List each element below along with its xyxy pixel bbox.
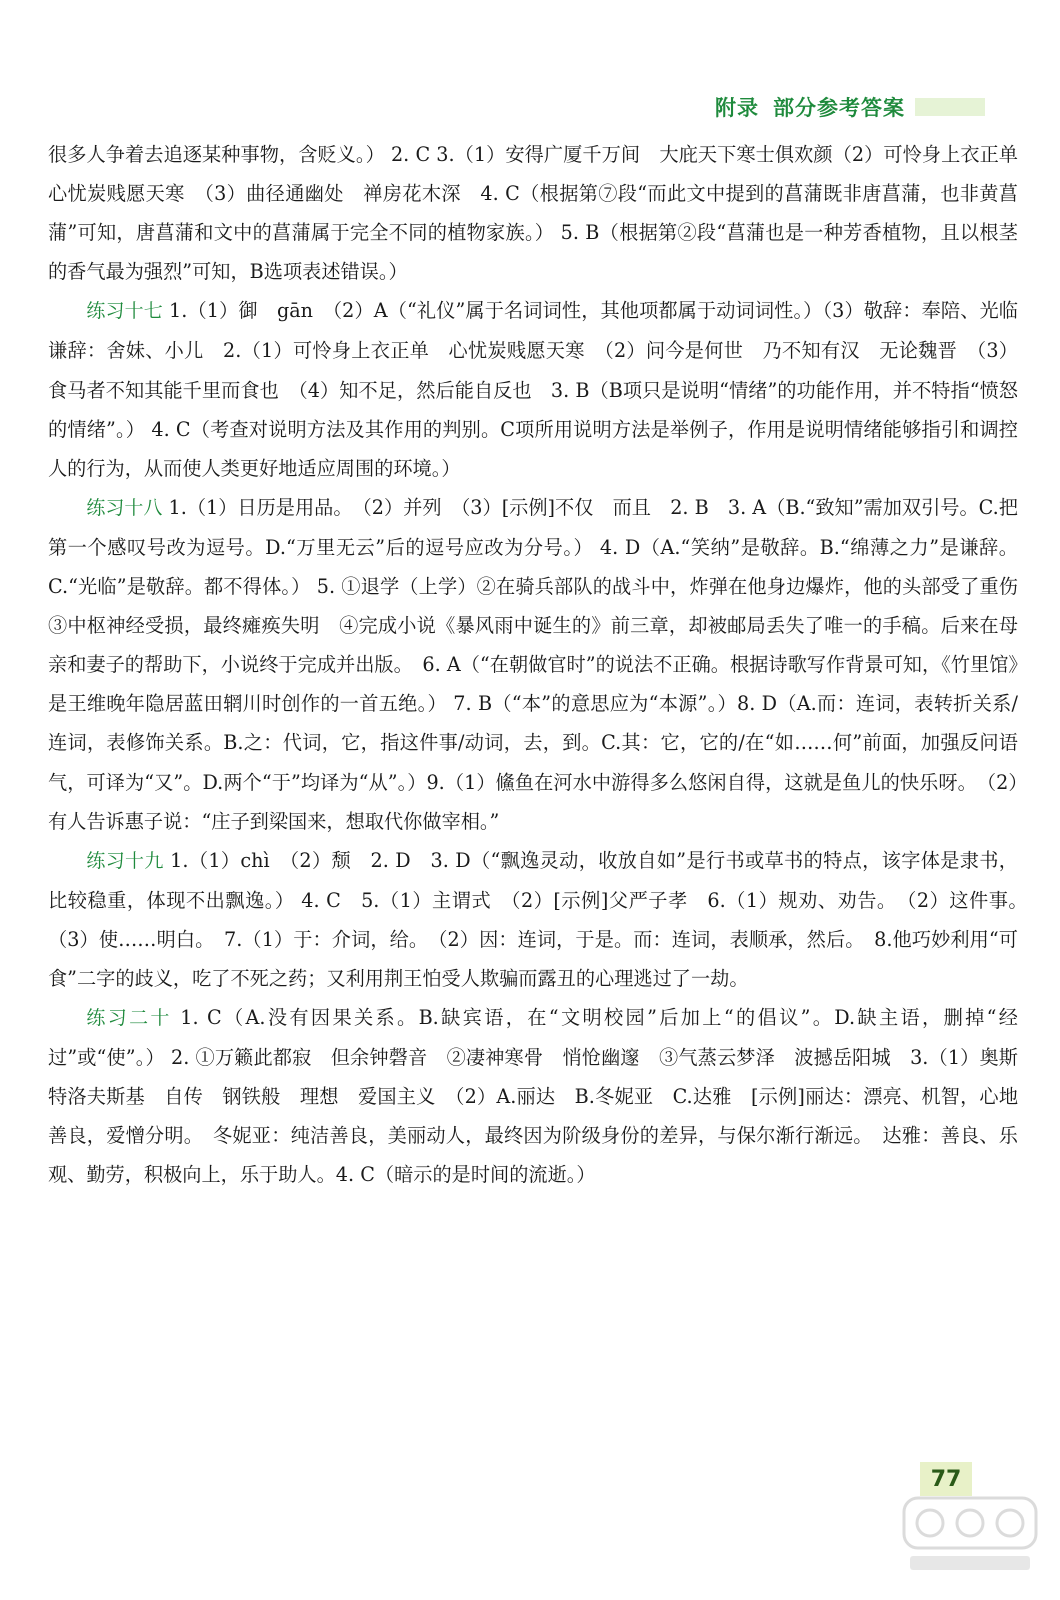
paragraph-continued: [48, 135, 1038, 291]
watermark-logo-icon: [900, 1490, 1040, 1580]
exercise-text: 1.（1）日历是用品。 （2）并列 （3）[示例]不仅 而且 2. B 3. A（B.“致知”需加双引号。C.把第一个感叹号改为逗号。D.“万里无云”后的逗号应改为分号。） 4. D（A.“笑纳”是敬辞。B.“绵薄之力”是谦辞。C.“光临”是敬辞。都不得体。） 5. ①退学（上学）②在骑兵部队的战斗中，炸弹在他身边爆炸，他的头部受了重伤 ③中枢神经受损，最终瘫痪失明 ④完成小说《暴风雨中诞生的》前三章，却被邮局丢失了唯一的手稿。后来在母亲和妻子的帮助下，小说终于完成并出版。 6. A（“在朝做官时”的说法不正确。根据诗歌写作背景可知，《竹里馆》是王维晚年隐居蓝田辋川时创作的一首五绝。） 7. B（“本”的意思应为“本源”。）8. D（A.而：连词，表转折关系/连词，表修饰关系。B.之：代词，它，指这件事/动词，去，到。C.其：它，它的/在“如……何”前面，加强反问语气，可译为“又”。D.两个“于”均译为“从”。）9.（1）鯈鱼在河水中游得多么悠闲自得，这就是鱼儿的快乐呀。 （2）有人告诉惠子说：“庄子到梁国来，想取代你做宰相。”: [48, 495, 1038, 833]
exercise-title: 练习十九: [86, 849, 164, 872]
header-section: 附录: [715, 96, 759, 120]
exercise-19: [48, 841, 1038, 998]
exercise-17: [48, 291, 1038, 487]
exercise-title: 练习十七: [86, 300, 163, 323]
exercise-text: 1.（1）chì （2）颓 2. D 3. D（“飘逸灵动，收放自如”是行书或草书的特点，该字体是隶书，比较稳重，体现不出飘逸。） 4. C 5.（1）主谓式 （2）[示例]父严子孝 6.（1）规劝、劝告。 （2）这件事。 （3）使……明白。 7.（1）于：介词，给。 （2）因：连词，于是。而：连词，表顺承，然后。 8.他巧妙利用“可食”二字的歧义，吃了不死之药；又利用荆王怕受人欺骗而露丑的心理逃过了一劫。: [48, 848, 1038, 990]
answer-content: [48, 135, 1038, 1195]
header-decor-bar: [915, 98, 985, 116]
exercise-text: 1. C（A.没有因果关系。B.缺宾语，在“文明校园”后加上“的倡议”。D.缺主语，删掉“经过”或“使”。） 2. ①万籁此都寂 但余钟磬音 ②凄神寒骨 悄怆幽邃 ③气蒸云梦泽 波撼岳阳城 3.（1）奥斯特洛夫斯基 自传 钢铁般 理想 爱国主义 （2）A.丽达 B.冬妮亚 C.达雅 [示例]丽达：漂亮、机智，心地善良，爱憎分明。 冬妮亚：纯洁善良，美丽动人，最终因为阶级身份的差异，与保尔渐行渐远。 达雅：善良、乐观、勤劳，积极向上，乐于助人。4. C（暗示的是时间的流逝。）: [48, 1006, 1018, 1187]
exercise-18: [48, 488, 1038, 841]
exercise-20: [48, 998, 1018, 1194]
page-number: 77: [920, 1462, 972, 1496]
header-title: 部分参考答案: [773, 96, 905, 120]
exercise-text: 1.（1）御 gān （2）A（“礼仪”属于名词词性，其他项都属于动词词性。）（3）敬辞：奉陪、光临 谦辞：舍妹、小儿 2.（1）可怜身上衣正单 心忧炭贱愿天寒 （2）问今是何世 乃不知有汉 无论魏晋 （3）食马者不知其能千里而食也 （4）知不足，然后能自反也 3. B（B项只是说明“情绪”的功能作用，并不特指“愤怒的情绪”。） 4. C（考查对说明方法及其作用的判别。C项所用说明方法是举例子，作用是说明情绪能够指引和调控人的行为，从而使人类更好地适应周围的环境。）: [48, 299, 1038, 480]
exercise-title: 练习十八: [86, 496, 163, 519]
exercise-title: 练习二十: [86, 1007, 172, 1030]
watermark-logo: [900, 1490, 1040, 1580]
page-header: [715, 92, 985, 122]
paragraph-text: 很多人争着去追逐某种事物，含贬义。） 2. C 3.（1）安得广厦千万间 大庇天下寒士俱欢颜（2）可怜身上衣正单 心忧炭贱愿天寒 （3）曲径通幽处 禅房花木深 4. C（根据第⑦段“而此文中提到的菖蒲既非唐菖蒲，也非黄菖蒲”可知，唐菖蒲和文中的菖蒲属于完全不同的植物家族。） 5. B（根据第②段“菖蒲也是一种芳香植物，且以根茎的香气最为强烈”可知，B选项表述错误。）: [48, 143, 1038, 284]
